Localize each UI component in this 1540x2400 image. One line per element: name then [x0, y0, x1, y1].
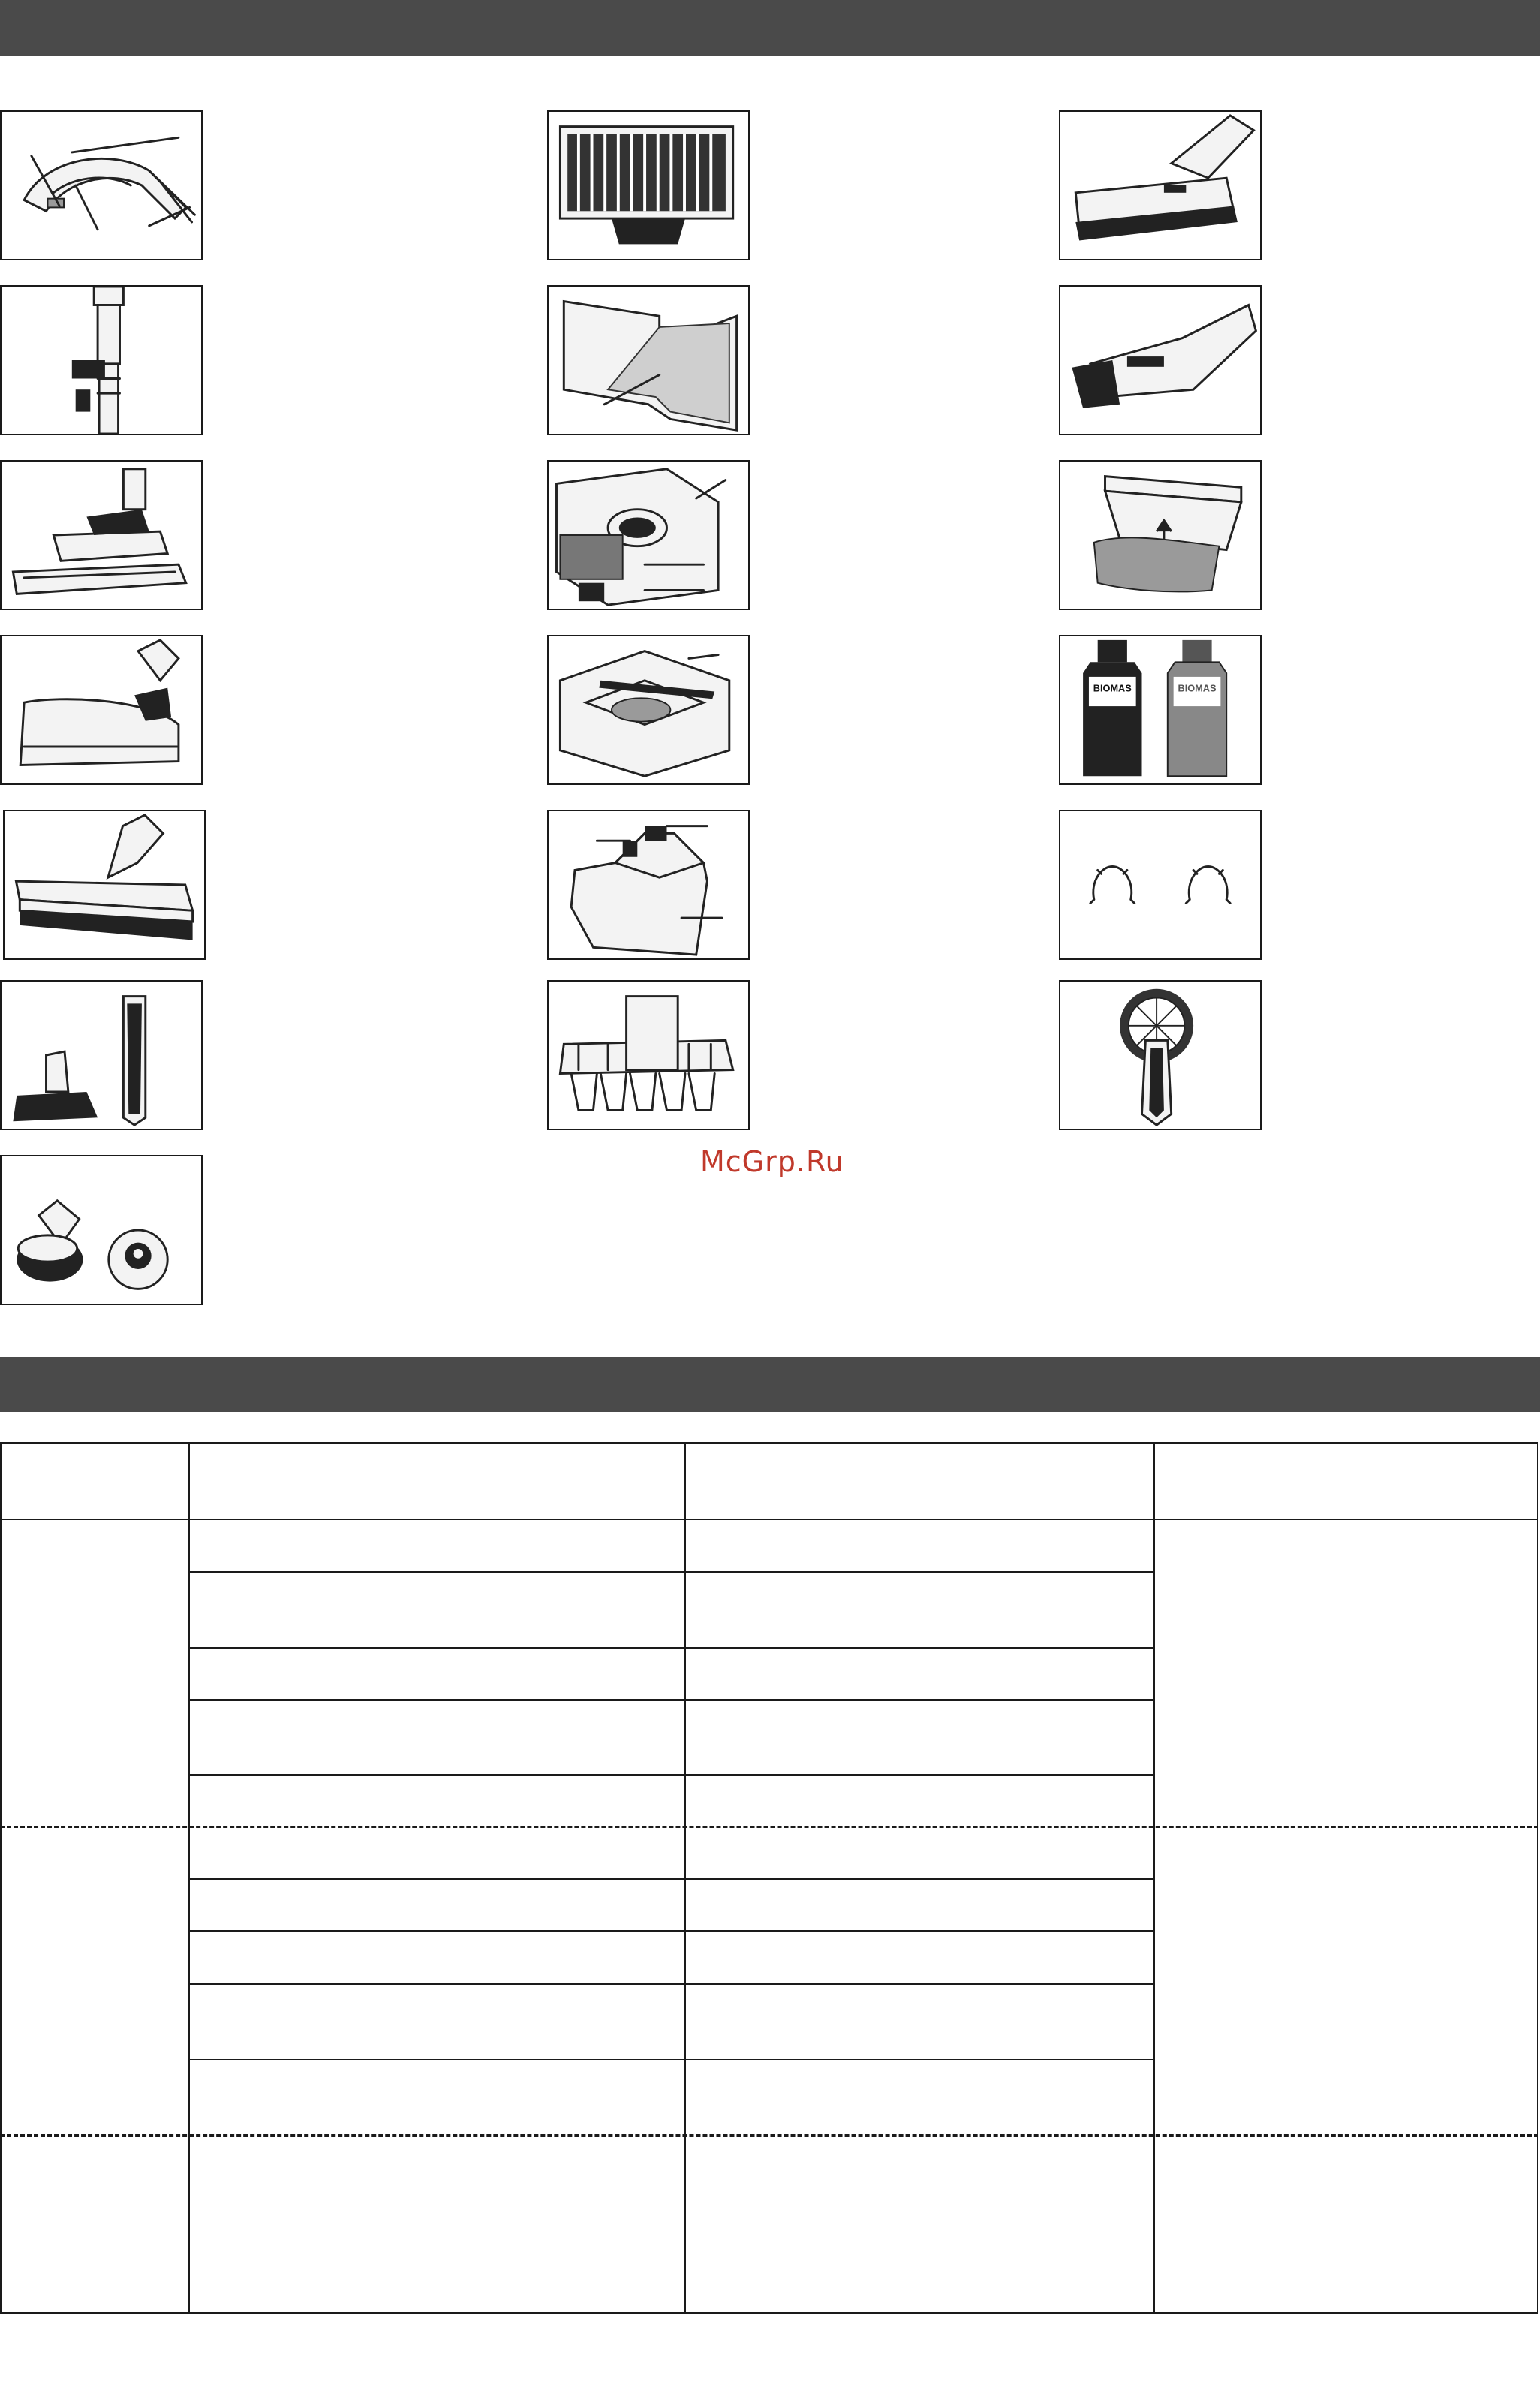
hepa-filter-icon [549, 112, 748, 259]
row-divider [188, 1571, 1153, 1573]
accessory-panel-hose-handle [0, 110, 203, 260]
upholstery-wash-nozzle-icon [1060, 287, 1260, 434]
header-band-troubleshooting [0, 1357, 1540, 1412]
accessory-panel-parquet-brush [3, 810, 206, 960]
accessory-panel-floor-nozzle [0, 635, 203, 785]
accessory-panel-separator-insert [547, 980, 750, 1130]
accessory-panel-biomas-detergent [1059, 635, 1262, 785]
row-divider [188, 1878, 1153, 1880]
row-divider [188, 1930, 1153, 1932]
washing-nozzle-icon [1060, 112, 1260, 259]
separator-insert-icon [549, 982, 748, 1129]
row-divider [188, 1699, 1153, 1701]
accessory-panel-dust-brush [0, 1155, 203, 1305]
accessory-panel-upholstery-wash-nozzle [1059, 285, 1262, 435]
upholstery-crevice-icon [2, 982, 201, 1129]
accessory-panel-round-brush-tool [1059, 980, 1262, 1130]
row-divider [188, 1774, 1153, 1776]
accessory-panel-water-tank-lid [547, 635, 750, 785]
accessory-panel-hose-clips [1059, 810, 1262, 960]
accessory-panel-telescopic-tube [0, 285, 203, 435]
accessory-panel-upholstery-crevice [0, 980, 203, 1130]
header-band-top [0, 0, 1540, 56]
accessory-panel-hepa-filter [547, 110, 750, 260]
filter-cassette-icon [549, 462, 748, 609]
row-divider [188, 2059, 1153, 2060]
foam-filter-icon [549, 287, 748, 434]
squeegee-pad-icon [1060, 462, 1260, 609]
parquet-brush-icon [5, 811, 204, 958]
header-row-divider [0, 1519, 1538, 1520]
accessory-panel-squeegee-pad [1059, 460, 1262, 610]
water-tank-icon [549, 811, 748, 958]
hose-clips-icon [1060, 811, 1260, 958]
floor-nozzle-icon [2, 636, 201, 783]
accessory-panel-washing-nozzle [1059, 110, 1262, 260]
group-separator-1 [0, 1826, 1538, 1828]
accessory-panel-foam-filter [547, 285, 750, 435]
telescopic-tube-icon [2, 287, 201, 434]
accessory-panel-filter-cassette [547, 460, 750, 610]
round-brush-icon [1060, 982, 1260, 1129]
dust-brush-icon [2, 1156, 201, 1304]
hose-handle-icon [2, 112, 201, 259]
detergent-bottles-icon [1060, 636, 1260, 783]
accessory-panel-water-tank [547, 810, 750, 960]
watermark: McGrp.Ru [700, 1145, 844, 1178]
row-divider [188, 1983, 1153, 1985]
accessory-panel-combo-floor-nozzle [0, 460, 203, 610]
combo-floor-nozzle-icon [2, 462, 201, 609]
water-tank-lid-icon [549, 636, 748, 783]
row-divider [188, 1647, 1153, 1649]
detergent-brand-label-2: BIOMAS [1178, 682, 1217, 694]
detergent-brand-label-1: BIOMAS [1093, 682, 1132, 694]
group-separator-2 [0, 2134, 1538, 2137]
